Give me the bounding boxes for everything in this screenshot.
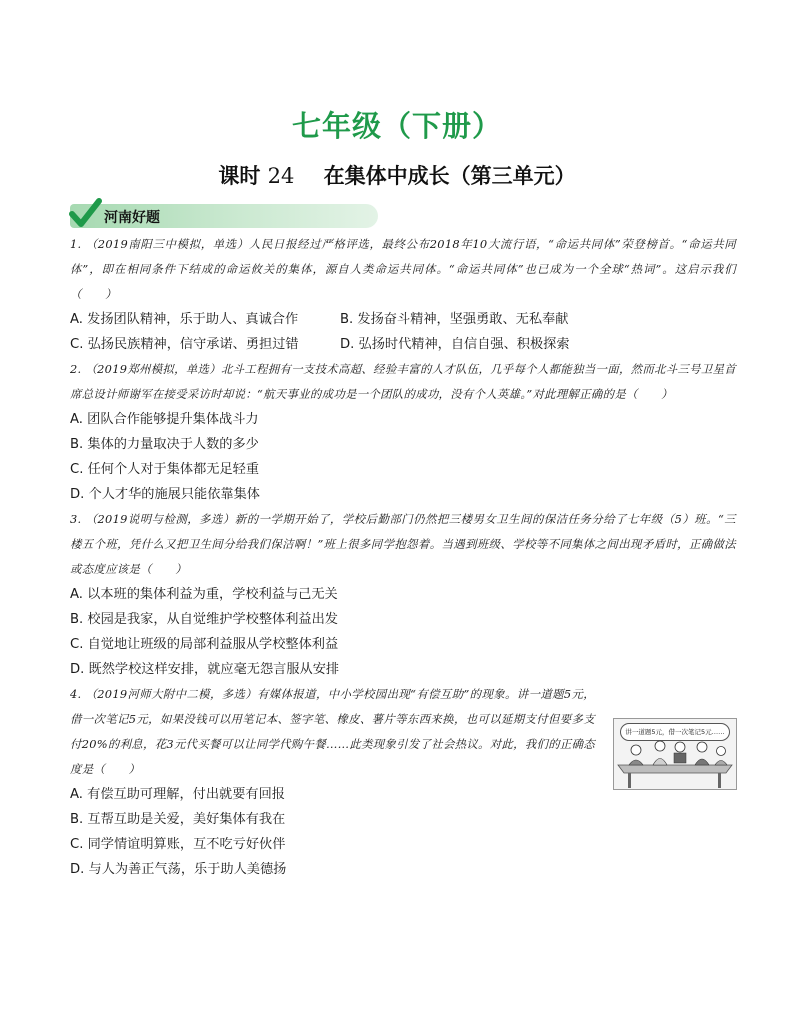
question-2 — [70, 357, 736, 507]
option-c[interactable]: C. 同学情谊明算账，互不吃亏好伙伴 — [70, 837, 286, 852]
option-c[interactable]: C. 任何个人对于集体都无足轻重 — [70, 462, 260, 477]
option-b[interactable]: B. 互帮互助是关爱，美好集体有我在 — [70, 812, 286, 827]
lesson-title — [0, 160, 794, 190]
check-icon — [68, 197, 102, 229]
question-stem-text: 4. （2019河师大附中二模，多选）有媒体报道，中小学校园出现“有偿互助”的现象。讲一道题5元，借一次笔记5元，如果没钱可以用笔记本、签字笔、橡皮、薯片等东西来换，也可以延期支付但要多支付20%的利息，花3元代买餐可以让同学代购午餐……此类现象引发了社会热议。对此，我们的正确态度是（ ） — [70, 687, 595, 776]
option-row — [70, 307, 736, 332]
option-d[interactable]: D. 弘扬时代精神，自信自强、积极探索 — [340, 337, 570, 352]
option-b[interactable]: B. 集体的力量取决于人数的多少 — [70, 437, 259, 452]
lesson-name: 在集体中成长（第三单元） — [323, 164, 576, 188]
option-a[interactable]: A. 团队合作能够提升集体战斗力 — [70, 412, 259, 427]
grade-title: 七年级（下册） — [291, 109, 502, 143]
question-stem: 3. （2019说明与检测，多选）新的一学期开始了，学校后勤部门仍然把三楼男女卫生间的保洁任务分给了七年级（5）班。“三楼五个班，凭什么又把卫生间分给我们保洁啊！”班上很多同学抱怨着。当遇到班级、学校等不同集体之间出现矛盾时，正确做法或态度应该是（ ） — [70, 512, 736, 576]
question-stem: 2. （2019郑州模拟，单选）北斗工程拥有一支技术高超、经验丰富的人才队伍，几乎每个人都能独当一面，然而北斗三号卫星首席总设计师谢军在接受采访时却说：“航天事业的成功是一个团队的成功，没有个人英雄。”对此理解正确的是（ ） — [70, 362, 736, 401]
cartoon-speech-bubble: 讲一道题5元，借一次笔记5元…… — [620, 723, 730, 741]
lesson-number: 24 — [267, 164, 295, 188]
option-row — [70, 332, 736, 357]
question-3 — [70, 507, 736, 682]
option-d[interactable]: D. 个人才华的施展只能依靠集体 — [70, 487, 260, 502]
cartoon-figures — [614, 719, 736, 789]
option-b[interactable]: B. 校园是我家，从自觉维护学校整体利益出发 — [70, 612, 338, 627]
option-a[interactable]: A. 以本班的集体利益为重，学校利益与己无关 — [70, 587, 338, 602]
section-banner — [70, 204, 378, 228]
cartoon-illustration — [613, 718, 737, 790]
question-1 — [70, 232, 736, 357]
option-a[interactable]: A. 有偿互助可理解，付出就要有回报 — [70, 787, 285, 802]
option-b[interactable]: B. 发扬奋斗精神，坚强勇敢、无私奉献 — [340, 312, 569, 327]
option-d[interactable]: D. 与人为善正气荡，乐于助人美德扬 — [70, 862, 287, 877]
lesson-prefix: 课时 — [218, 164, 261, 188]
question-stem: 1. （2019南阳三中模拟，单选）人民日报经过严格评选，最终公布2018年10大流行语，“命运共同体”荣登榜首。“命运共同体”，即在相同条件下结成的命运攸关的集体，源自人类命运共同体。“命运共同体”也已成为一个全球“热词”。这启示我们（ ） — [70, 237, 736, 301]
option-c[interactable]: C. 自觉地让班级的局部利益服从学校整体利益 — [70, 637, 339, 652]
option-a[interactable]: A. 发扬团队精神，乐于助人、真诚合作 — [70, 312, 299, 327]
option-c[interactable]: C. 弘扬民族精神，信守承诺、勇担过错 — [70, 337, 299, 352]
section-label: 河南好题 — [104, 210, 160, 226]
option-d[interactable]: D. 既然学校这样安排，就应毫无怨言服从安排 — [70, 662, 340, 677]
